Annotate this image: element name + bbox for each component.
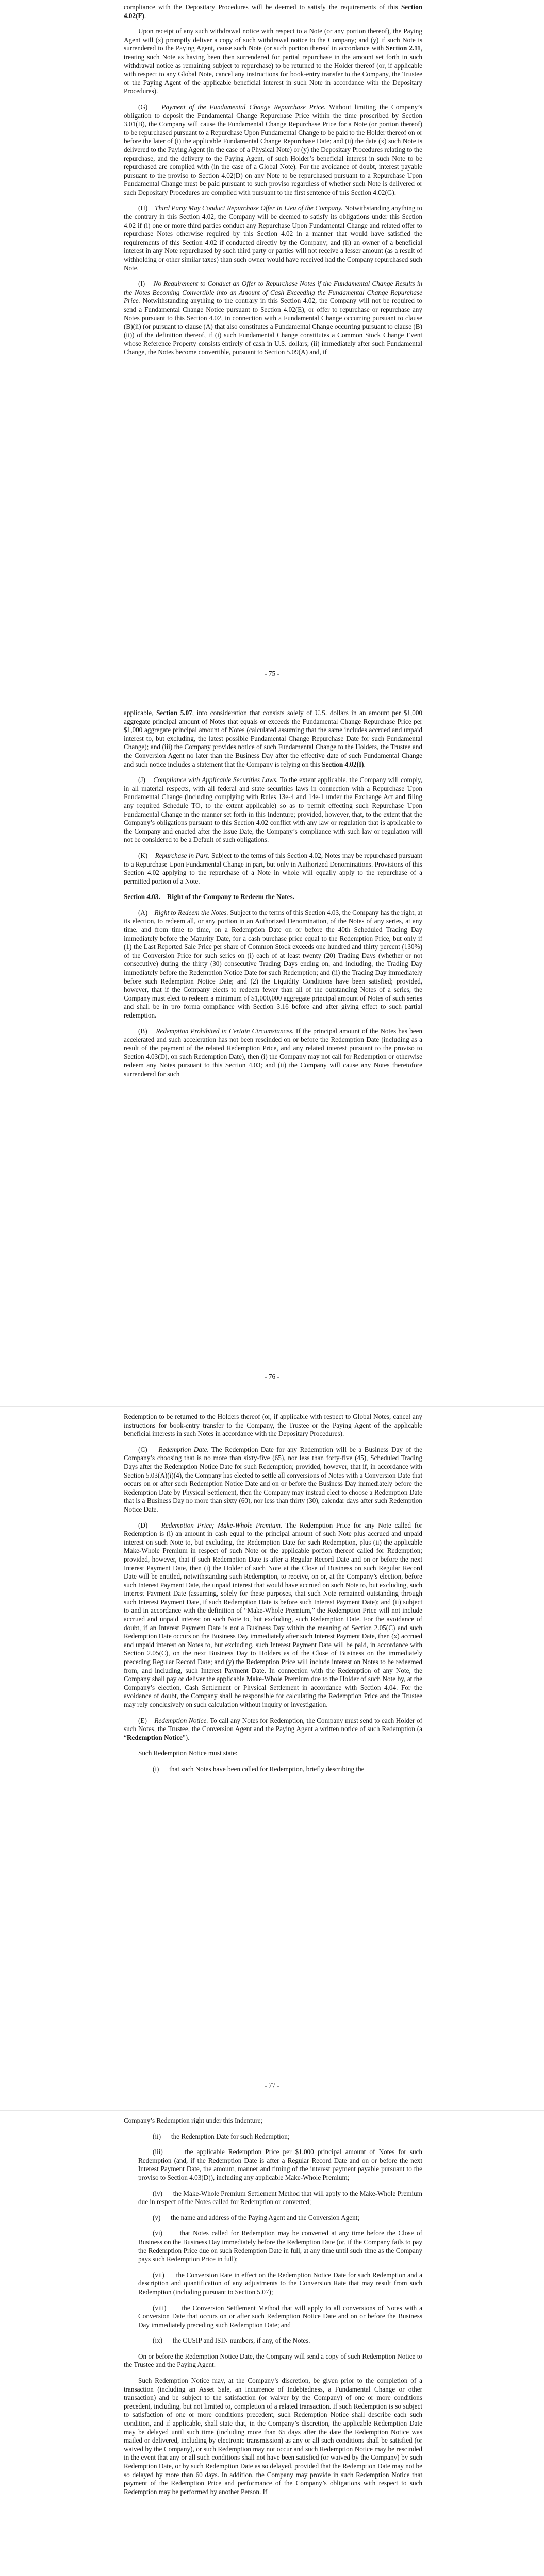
paragraph-section-a <box>124 909 422 1020</box>
paragraph-section-d <box>124 1521 422 1709</box>
clause-title-k: Repurchase in Part. <box>155 851 210 859</box>
document-page-77 <box>0 1413 544 1781</box>
paragraph-copy-to-trustee: On or before the Redemption Notice Date, the Company will send a copy of such Redemption Notice to the Trustee and the Paying Agent. <box>124 2352 422 2369</box>
clause-text-k: Subject to the terms of this Section 4.02, Notes may be repurchased pursuant to a Repurchase Upon Fundamental Change in part, but only in Authorized Denominations. Provisions of this Section 4.02 applying to the repurchase of a Note in whole will equally apply to the repurchase of a permitted portion of a Note. <box>124 851 422 885</box>
list-item <box>124 2304 422 2330</box>
clause-text-j: To the extent applicable, the Company will comply, in all material respects, with all federal and state securities laws in connection with a Repurchase Upon Fundamental Change (including complying with Rules 13e-4 and 14e-1 under the Exchange Act and filing any required Schedule TO, to the extent applicable) so as to permit effecting such Repurchase Upon Fundamental Change in the manner set forth in this Indenture; provided, however, that, to the extent that the Company’s obligations pursuant to this Section 4.02 conflict with any law or regulation that is applicable to the Company and enacted after the Issue Date, the Company’s compliance with such law or regulation will not be considered to be a Default of such obligations. <box>124 776 423 844</box>
paragraph-section-b <box>124 1027 422 1079</box>
page-separator <box>0 2110 544 2111</box>
page-number-77: - 77 - <box>265 2081 279 2089</box>
list-item <box>124 2336 422 2345</box>
clause-text-e-1: To call any Notes for Redemption, the Company must send to each Holder of such Notes, the Trustee, the Conversion Agent and the Paying Agent a written notice of such Redemption (a “ <box>124 1716 423 1741</box>
paragraph-section-h <box>124 204 422 273</box>
clause-label-a: (A) <box>138 908 148 917</box>
list-item-label: (ii) <box>153 2132 161 2140</box>
clause-title-c: Redemption Date. <box>158 1445 209 1453</box>
list-item-text: that such Notes have been called for Redemption, briefly describing the <box>169 1765 365 1773</box>
paragraph-withdrawal-notice: Upon receipt of any such withdrawal notice with respect to a Note (or any portion thereof), the Paying Agent will (x) promptly deliver a copy of such withdrawal notice to the Company; and (y) if such Note is surrendered to the Paying Agent, cause such Note (or such portion thereof in accordance with Section 2.11, treating such Note as having been then surrendered for partial repurchase in the amount set forth in such withdrawal notice as remaining subject to repurchase) to be returned to the Holder thereof (or, if applicable with respect to any Global Note, cancel any instructions for book-entry transfer to the Company, the Trustee or the Paying Agent of the applicable beneficial interest in such Note in accordance with the Depositary Procedures). <box>124 27 422 95</box>
list-item-text: the Redemption Date for such Redemption; <box>171 2132 290 2140</box>
clause-title-a: Right to Redeem the Notes. <box>154 908 228 917</box>
clause-title-b: Redemption Prohibited in Certain Circumstances. <box>156 1027 294 1035</box>
list-item-text: the Make-Whole Premium Settlement Method that will apply to the Make-Whole Premium due in respect of the Notes called for Redemption or converted; <box>138 2189 422 2206</box>
list-item-text: the Conversion Rate in effect on the Redemption Notice Date for such Redemption and a description and quantification of any adjustments to the Conversion Rate that may result from such Redemption (including pursuant to Section 5.07); <box>138 2270 422 2296</box>
paragraph-redemption-continued: Redemption to be returned to the Holders thereof (or, if applicable with respect to Global Notes, cancel any instructions for book-entry transfer to the Company, the Trustee or the Paying Agent of the applicable beneficial interests in such Notes in accordance with the Depositary Procedures). <box>124 1413 422 1438</box>
clause-label-j: (J) <box>138 776 145 784</box>
clause-label-i: (I) <box>138 280 145 288</box>
list-item-i <box>124 1765 422 1774</box>
document-page-76 <box>0 709 544 1086</box>
list-item <box>124 2271 422 2297</box>
clause-label-b: (B) <box>138 1027 147 1035</box>
paragraph-section-j <box>124 776 422 844</box>
clause-title-d: Redemption Price; Make-Whole Premium. <box>161 1521 283 1529</box>
list-item-label: (viii) <box>153 2303 167 2312</box>
list-item-label: (iv) <box>153 2189 163 2197</box>
clause-text-c: The Redemption Date for any Redemption will be a Business Day of the Company’s choosing that is no more than sixty-five (65), nor less than forty-five (45), Scheduled Trading Days after the Redemption Notice Date for such Redemption; provided, however, that if, in accordance with Section 5.03(A)(i)(4), the Company has elected to settle all conversions of Notes with a Conversion Date that occurs on or after such Redemption Notice Date and on or before the Business Day immediately before the Redemption Date by Physical Settlement, then the Company may instead elect to choose a Redemption Date that is a Business Day no more than sixty (60), nor less than thirty (30), calendar days after such Redemption Notice Date. <box>124 1445 422 1513</box>
list-item-label: (vi) <box>153 2229 163 2238</box>
clause-text-d: The Redemption Price for any Note called for Redemption is (i) an amount in cash equal to the principal amount of such Note plus accrued and unpaid interest on such Note to, but excluding, the Redemption Date for such Redemption, plus (ii) the applicable Make-Whole Premium in respect of such Note or the applicable portion thereof called for Redemption; provided, however, that if such Redemption Date is after a Regular Record Date and on or before the next Interest Payment Date, then (i) the Holder of such Note at the Close of Business on such Regular Record Date will be entitled, notwithstanding such Redemption, to receive, on or, at the Company’s election, before such Interest Payment Date, the unpaid interest that would have accrued on such Note to, but excluding, such Interest Payment Date (assuming, solely for these purposes, that such Note remained outstanding through such Interest Payment Date, if such Redemption Date is before such Interest Payment Date); and (ii) subject to and in accordance with the definition of “Make-Whole Premium,” the Redemption Price will not include accrued and unpaid interest on such Note to, but excluding, such Redemption Date. For the avoidance of doubt, if an Interest Payment Date is not a Business Day within the meaning of Section 2.05(C) and such Redemption Date occurs on the Business Day immediately after such Interest Payment Date, then (x) accrued and unpaid interest on Notes to, but excluding, such Interest Payment Date will be paid, in accordance with Section 2.05(C), on the next Business Day to Holders as of the Close of Business on the immediately preceding Regular Record Date; and (y) the Redemption Price will include interest on Notes to be redeemed from, and including, such Interest Payment Date. In connection with the Redemption of any Note, the Company shall pay or deliver the applicable Make-Whole Premium due to the Holder of such Note by, at the Company’s election, Cash Settlement or Physical Settlement in accordance with Section 4.04. For the avoidance of doubt, the Company shall be responsible for calculating the Redemption Price and the Trustee may rely conclusively on such calculation without inquiry or investigation. <box>124 1521 422 1708</box>
list-item-label: (vii) <box>153 2270 164 2279</box>
paragraph-applicable-continued: applicable, Section 5.07, into consideration that consists solely of U.S. dollars in an amount per $1,000 aggregate principal amount of Notes that equals or exceeds the Fundamental Change Repurchase Price per $1,000 aggregate principal amount of Notes (calculated assuming that the same includes accrued and unpaid interest to, but excluding, the latest possible Fundamental Change Repurchase Date for such Fundamental Change); and (iii) the Company provides notice of such Fundamental Change to the Holders, the Trustee and the Conversion Agent no later than the Business Day after the effective date of such Fundamental Change and such notice includes a statement that the Company is relying on this Section 4.02(I). <box>124 709 423 768</box>
clause-title-g: Payment of the Fundamental Change Repurchase Price. <box>161 103 326 111</box>
document-page-75 <box>0 3 544 364</box>
clause-label-e: (E) <box>138 1716 147 1724</box>
section-number: Section 4.03. <box>124 893 160 901</box>
section-heading-4-03 <box>124 893 422 902</box>
list-item-text: the CUSIP and ISIN numbers, if any, of the Notes. <box>172 2336 310 2345</box>
page-number-75: - 75 - <box>265 670 279 677</box>
clause-title-j: Compliance with Applicable Securities Laws. <box>153 776 278 784</box>
list-item-text: the applicable Redemption Price per $1,000 principal amount of Notes for such Redemption (and, if the Redemption Date is after a Regular Record Date and on or before the next Interest Payment Date, the amount, manner and timing of the interest payment payable pursuant to the proviso to Section 4.03(D)), including any applicable Make-Whole Premium; <box>138 2148 422 2181</box>
paragraph-compliance-continued: compliance with the Depositary Procedures will be deemed to satisfy the requirements of this Section 4.02(F). <box>124 3 422 20</box>
paragraph-redemption-right: Company’s Redemption right under this Indenture; <box>124 2116 263 2124</box>
list-item-text: the name and address of the Paying Agent and the Conversion Agent; <box>171 2213 360 2222</box>
clause-title-i: No Requirement to Conduct an Offer to Repurchase Notes if the Fundamental Change Results in the Notes Becoming Convertible into an Amount of Cash Exceeding the Fundamental Change Repurchase Price. <box>124 280 423 305</box>
paragraph-must-state: Such Redemption Notice must state: <box>138 1749 238 1757</box>
clause-text-a: Subject to the terms of this Section 4.03, the Company has the right, at its election, to redeem all, or any portion in an Authorized Denomination, of the Notes of any series, at any time, and from time to time, on a Redemption Date on or before the 40th Scheduled Trading Day immediately before the Maturity Date, for a cash purchase price equal to the Redemption Price, but only if (1) the Last Reported Sale Price per share of Common Stock exceeds one hundred and thirty percent (130%) of the Conversion Price for such series on (i) each of at least twenty (20) Trading Days (whether or not consecutive) during the thirty (30) consecutive Trading Days ending on, and including, the Trading Day immediately before the Redemption Notice Date for such Redemption; and (ii) the Trading Day immediately before such Redemption Notice Date; and (2) the Liquidity Conditions have been satisfied; provided, however, that if the Company elects to redeem fewer than all of the outstanding Notes of a series, the Company must elect to redeem a minimum of $1,000,000 aggregate principal amount of Notes of such series and shall be in pro forma compliance with Section 3.16 before and after giving effect to such partial redemption. <box>124 908 423 1019</box>
clause-title-h: Third Party May Conduct Repurchase Offer In Lieu of the Company. <box>155 204 343 212</box>
list-item <box>124 2229 422 2263</box>
clause-text-b: If the principal amount of the Notes has been accelerated and such acceleration has not been rescinded on or before the Redemption Date (including as a result of the payment of the related Redemption Price, and any related interest pursuant to the proviso to Section 4.03(D), on such Redemption Date), then (i) the Company may not call for Redemption or otherwise redeem any Notes pursuant to this Section 4.03; and (ii) the Company will cause any Notes theretofore surrendered for such <box>124 1027 423 1078</box>
defined-term: Redemption Notice <box>126 1733 183 1741</box>
clause-label-g: (G) <box>138 103 148 111</box>
clause-label-k: (K) <box>138 851 148 859</box>
clause-text-i: Notwithstanding anything to the contrary in this Section 4.02, the Company will not be required to send a Fundamental Change Notice pursuant to Section 4.02(E), or offer to repurchase or repurchase any Notes pursuant to this Section 4.02, in connection with a Fundamental Change occurring pursuant to clause (B)(ii) (or pursuant to clause (A) that also constitutes a Fundamental Change occurring pursuant to clause (B)(ii)) of the definition thereof, if (i) such Fundamental Change constitutes a Common Stock Change Event whose Reference Property consists entirely of cash in U.S. dollars; (ii) immediately after such Fundamental Change, the Notes become convertible, pursuant to Section 5.09(A) and, if <box>124 297 423 356</box>
section-title: Right of the Company to Redeem the Notes. <box>167 893 294 901</box>
list-item-label: (v) <box>153 2213 161 2222</box>
paragraph-section-g <box>124 103 422 197</box>
list-item-text: the Conversion Settlement Method that will apply to all conversions of Notes with a Conversion Date that occurs on or after such Redemption Notice Date and on or before the Business Day immediately preceding such Redemption Date; and <box>138 2303 423 2329</box>
list-item <box>124 2190 422 2207</box>
redemption-notice-list <box>124 2132 422 2345</box>
list-item <box>124 2132 422 2141</box>
paragraph-section-c <box>124 1446 422 1514</box>
list-item-label: (iii) <box>153 2148 163 2156</box>
clause-text-e-2: ”). <box>182 1733 190 1741</box>
list-item <box>124 2148 422 2182</box>
page-separator <box>0 1406 544 1407</box>
clause-text-g: Without limiting the Company’s obligation to deposit the Fundamental Change Repurchase Price within the time proscribed by Section 3.01(B), the Company will cause the Fundamental Change Repurchase Price for a Note (or portion thereof) to be repurchased pursuant to a Repurchase Upon Fundamental Change to be paid to the Holder thereof on or before the later of (i) the applicable Fundamental Change Repurchase Date; and (ii) the date (x) such Note is delivered to the Paying Agent (in the case of a Physical Note) or (y) the Depositary Procedures relating to the repurchase, and the delivery to the Paying Agent, of such Holder’s beneficial interest in such Note to be repurchased are complied with (in the case of a Global Note). For the avoidance of doubt, interest payable pursuant to the proviso to Section 4.02(D) on any Note to be repurchased pursuant to a Repurchase Upon Fundamental Change must be paid pursuant to such proviso regardless of whether such Note is delivered or such Depositary Procedures are complied with pursuant to the first sentence of this Section 4.02(G). <box>124 103 423 196</box>
document-page-78 <box>0 2116 544 2503</box>
list-item-label: (i) <box>153 1765 159 1773</box>
page-number-76: - 76 - <box>265 1372 279 1380</box>
paragraph-section-k <box>124 852 422 886</box>
clause-label-h: (H) <box>138 204 148 212</box>
clause-label-d: (D) <box>138 1521 148 1529</box>
list-item <box>124 2214 422 2223</box>
paragraph-section-i <box>124 280 422 357</box>
clause-title-e: Redemption Notice. <box>154 1716 208 1724</box>
paragraph-conditions-precedent: Such Redemption Notice may, at the Company’s discretion, be given prior to the completion of a transaction (including an Asset Sale, an incurrence of Indebtedness, a Fundamental Change or other transaction) and be subject to the satisfaction (or waiver by the Company) of one or more conditions precedent, including, but not limited to, completion of a related transaction. If such Redemption is so subject to satisfaction of one or more conditions precedent, such Redemption Notice shall describe each such condition, and if applicable, shall state that, in the Company’s discretion, the applicable Redemption Date may be delayed until such time (including more than 65 days after the date the Redemption Notice was mailed or delivered, including by electronic transmission) as any or all such conditions shall be satisfied (or waived by the Company), or such Redemption may not occur and such Redemption Notice may be rescinded in the event that any or all such conditions shall not have been satisfied (or waived by the Company) by such Redemption Date, or by such Redemption Date as so delayed, provided that the Redemption Date may not be so delayed by more than 60 days. In addition, the Company may provide in such Redemption Notice that payment of the Redemption Price and performance of the Company’s obligations with respect to such Redemption may be performed by another Person. If <box>124 2377 422 2496</box>
clause-text-h: Notwithstanding anything to the contrary in this Section 4.02, the Company will be deemed to satisfy its obligations under this Section 4.02 if (i) one or more third parties conduct any Repurchase Upon Fundamental Change and related offer to repurchase Notes otherwise required by this Section 4.02 in a manner that would have satisfied the requirements of this Section 4.02 if conducted directly by the Company; and (ii) an owner of a beneficial interest in any Note repurchased by such third party or parties will not receive a lesser amount (as a result of withholding or other similar taxes) than such owner would have received had the Company repurchased such Note. <box>124 204 423 272</box>
paragraph-section-e <box>124 1717 422 1742</box>
list-item-label: (ix) <box>153 2336 163 2345</box>
list-item-text: that Notes called for Redemption may be converted at any time before the Close of Business on the Business Day immediately before the Redemption Date (or, if the Company fails to pay the Redemption Price due on such Redemption Date in full, at any time until such time as the Company pays such Redemption Price in full); <box>138 2229 422 2263</box>
clause-label-c: (C) <box>138 1445 147 1453</box>
